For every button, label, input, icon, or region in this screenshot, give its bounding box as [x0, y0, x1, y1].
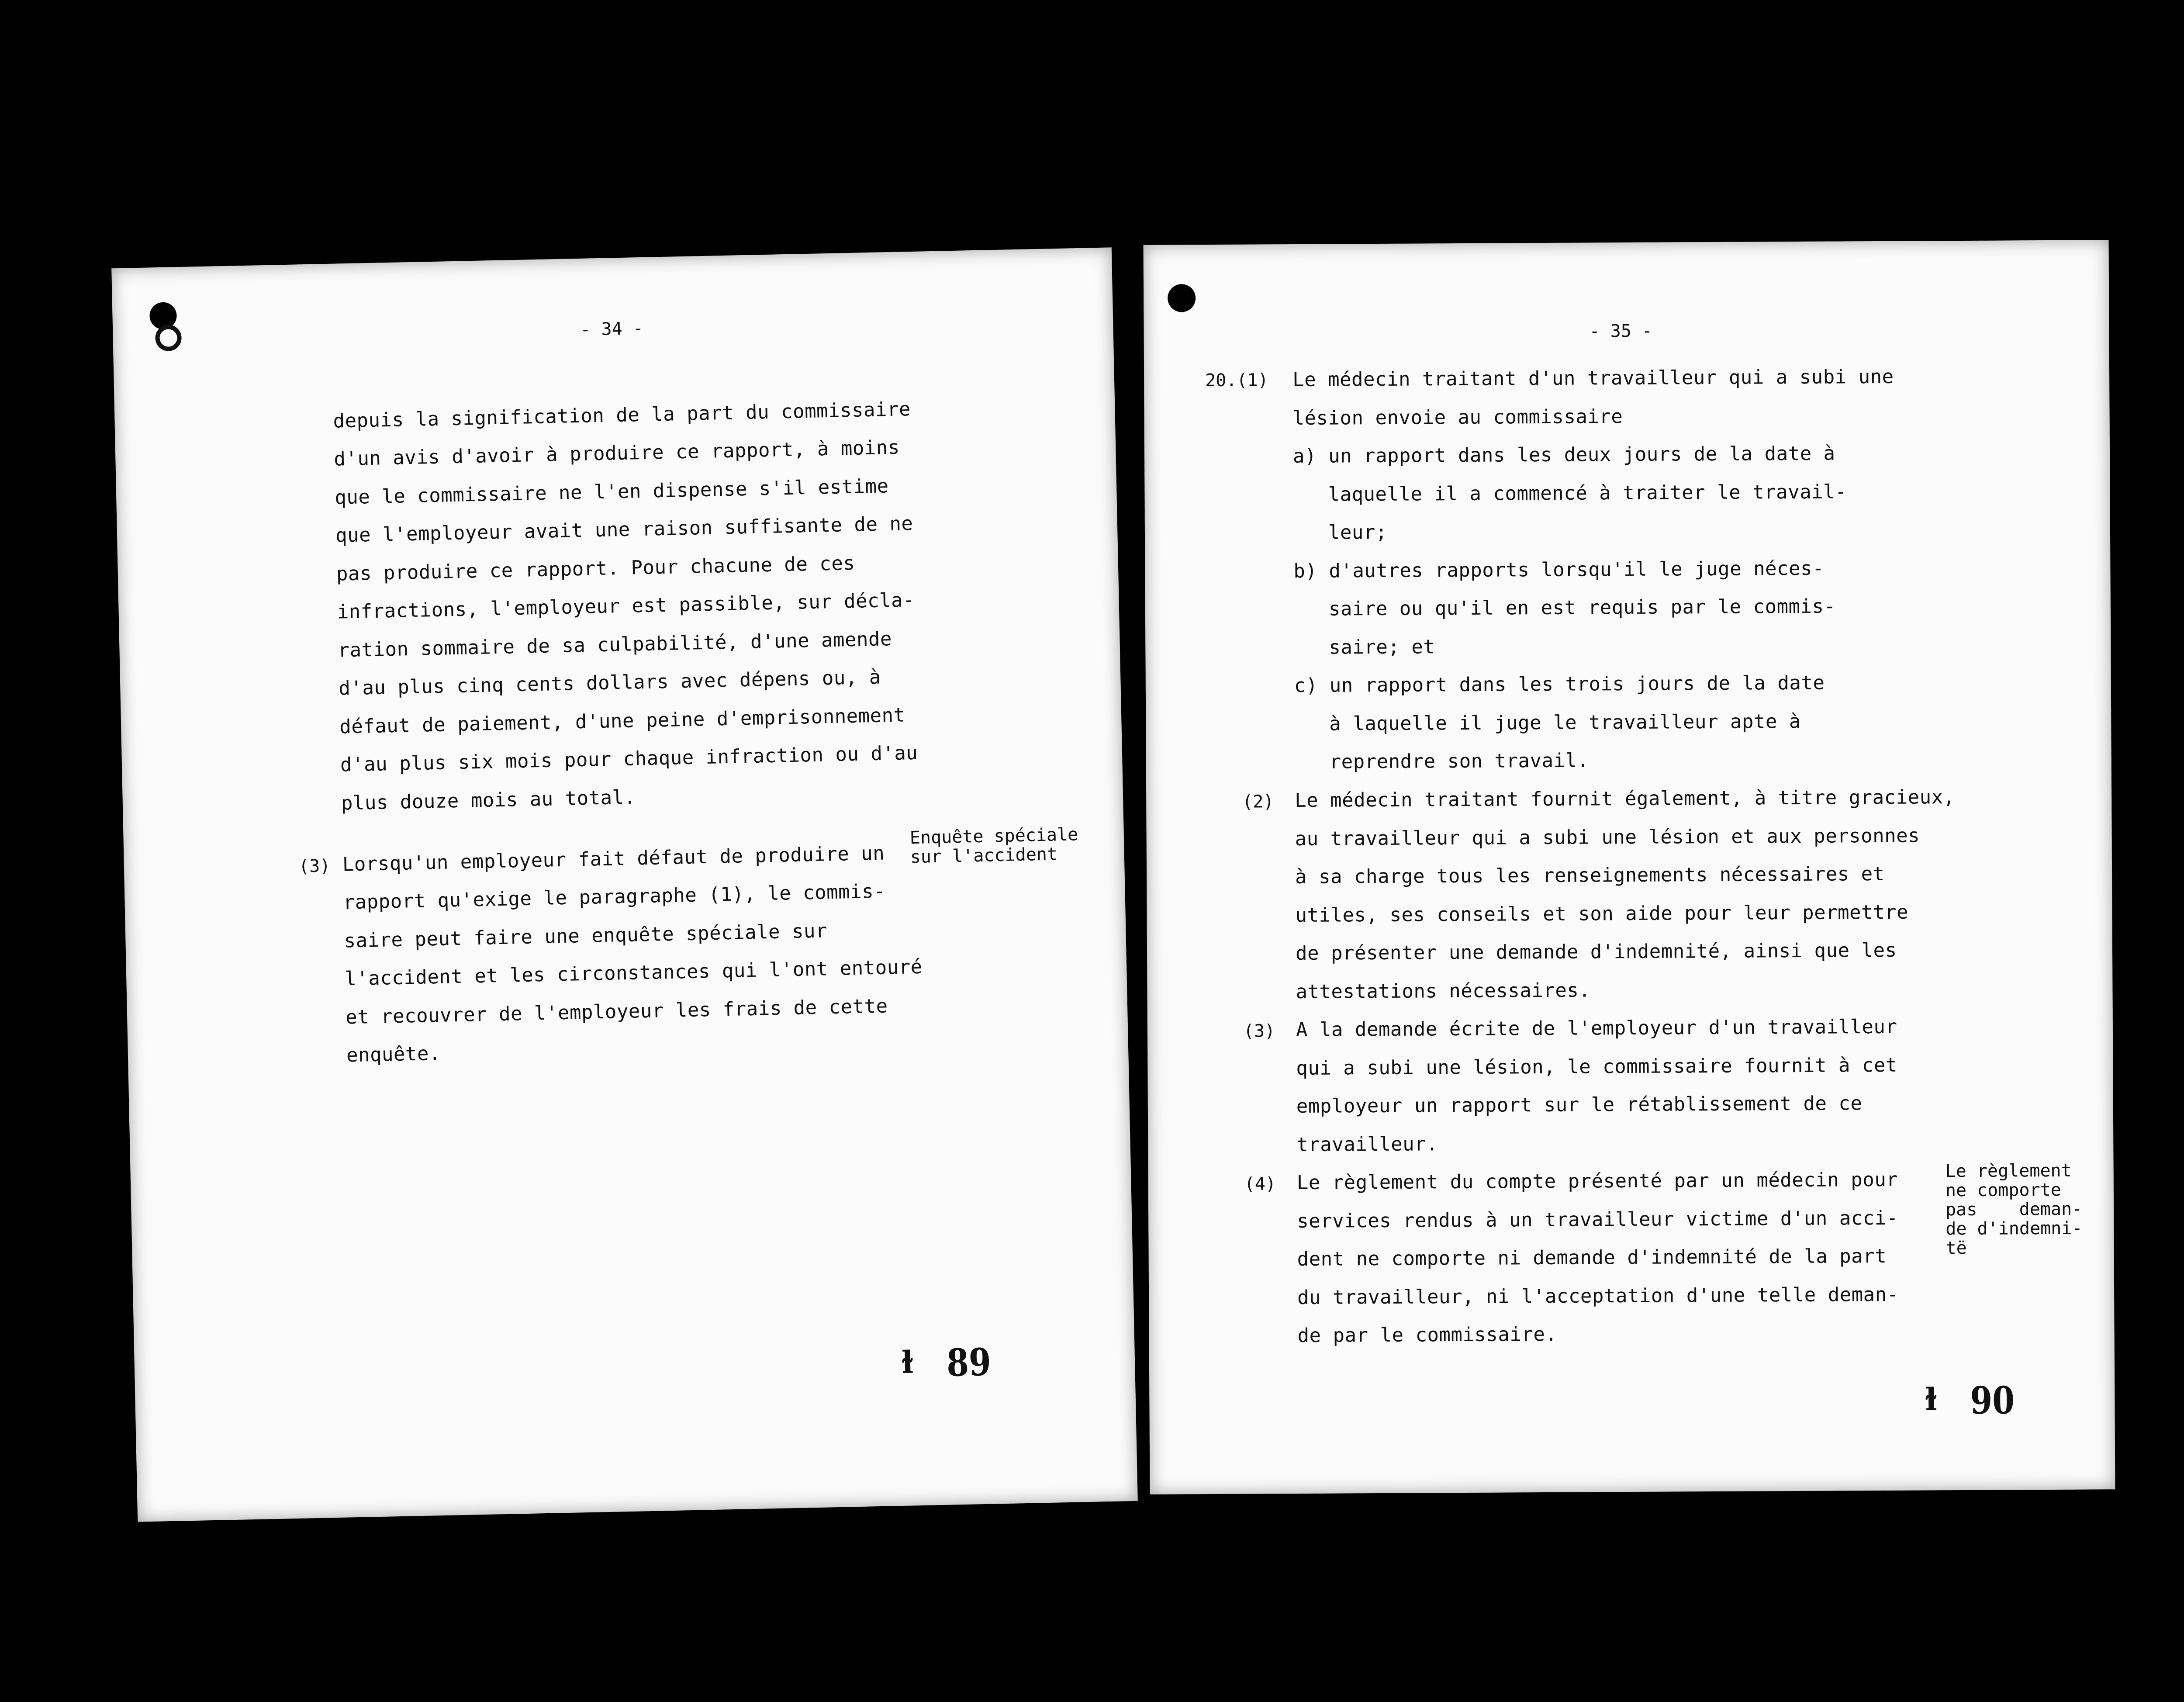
text-line: employeur un rapport sur le rétablissement de ce: [1296, 1092, 1863, 1117]
text-line: Le médecin traitant fournit également, à titre gracieux,: [1295, 786, 1955, 812]
handwritten-mark: ɫ: [1925, 1381, 1938, 1418]
text-line: saire ou qu'il en est requis par le commis-: [1328, 595, 1836, 620]
text-line: laquelle il a commencé à traiter le travail-: [1328, 481, 1847, 506]
stamp-number: 89: [946, 1340, 992, 1385]
text-line: enquête.: [346, 1042, 441, 1067]
text-line: utiles, ses conseils et son aide pour leur permettre: [1295, 901, 1909, 927]
punch-hole-bottom: [155, 325, 182, 351]
text-line: attestations nécessaires.: [1296, 979, 1591, 1003]
text-line: lésion envoie au commissaire: [1292, 405, 1623, 430]
text-line: a) un rapport dans les deux jours de la date à: [1292, 442, 1835, 468]
document-page-left: [111, 247, 1138, 1522]
document-page-right: [1144, 240, 2115, 1494]
text-line: de par le commissaire.: [1297, 1323, 1557, 1347]
text-line: d'au plus cinq cents dollars avec dépens ou, à: [338, 666, 881, 700]
section-number: (2): [1242, 792, 1274, 812]
text-line: et recouvrer de l'employeur les frais de cette: [345, 995, 888, 1029]
text-line: b) d'autres rapports lorsqu'il le juge néces-: [1293, 557, 1825, 583]
text-line: pas produire ce rapport. Pour chacune de ces: [336, 552, 855, 585]
page-number: - 34 -: [580, 318, 644, 340]
margin-note: Enquête spéciale sur l'accident: [909, 824, 1078, 868]
text-line: c) un rapport dans les trois jours de la date: [1294, 671, 1825, 697]
text-line: depuis la signification de la part du commissaire: [333, 398, 911, 432]
stamp-number: 90: [1970, 1378, 2015, 1423]
page-number: - 35 -: [1589, 321, 1653, 342]
text-line: services rendus à un travailleur victime d'un acci-: [1297, 1207, 1898, 1232]
text-line: Lorsqu'un employeur fait défaut de produire un: [342, 842, 885, 876]
text-line: de présenter une demande d'indemnité, ainsi que les: [1295, 939, 1897, 965]
text-line: l'accident et les circonstances qui l'ont entouré: [344, 955, 923, 990]
text-line: à laquelle il juge le travailleur apte à: [1329, 710, 1801, 735]
text-line: plus douze mois au total.: [341, 786, 636, 815]
text-line: à sa charge tous les renseignements nécessaires et: [1295, 862, 1885, 889]
text-line: dent ne comporte ni demande d'indemnité de la part: [1297, 1245, 1887, 1270]
text-line: défaut de paiement, d'une peine d'emprisonnement: [339, 704, 906, 738]
text-line: que l'employeur avait une raison suffisante de ne: [335, 512, 913, 547]
text-line: que le commissaire ne l'en dispense s'il estime: [334, 475, 889, 509]
section-number: (3): [298, 856, 331, 877]
text-line: travailleur.: [1296, 1133, 1438, 1156]
text-line: du travailleur, ni l'acceptation d'une telle deman-: [1297, 1283, 1899, 1309]
section-number: 20.(1): [1205, 370, 1268, 391]
text-line: saire; et: [1329, 636, 1435, 659]
text-line: leur;: [1328, 521, 1388, 544]
text-line: A la demande écrite de l'employeur d'un travailleur: [1296, 1015, 1897, 1041]
text-line: Le médecin traitant d'un travailleur qui a subi une: [1292, 365, 1894, 391]
text-line: au travailleur qui a subi une lésion et aux personnes: [1295, 824, 1920, 851]
text-line: d'un avis d'avoir à produire ce rapport, à moins: [333, 436, 900, 470]
text-line: qui a subi une lésion, le commissaire fournit à cet: [1296, 1054, 1898, 1079]
margin-note: Le règlement ne comporte pas deman- de d'indemni- të: [1945, 1160, 2083, 1259]
punch-hole-top: [1168, 284, 1196, 312]
text-line: reprendre son travail.: [1329, 749, 1589, 773]
text-line: d'au plus six mois pour chaque infraction ou d'au: [340, 741, 918, 776]
handwritten-mark: ɫ: [901, 1344, 914, 1380]
section-number: (3): [1243, 1021, 1275, 1041]
text-line: rapport qu'exige le paragraphe (1), le commis-: [343, 880, 886, 914]
text-line: saire peut faire une enquête spéciale sur: [344, 920, 828, 952]
text-line: Le règlement du compte présenté par un médecin pour: [1296, 1168, 1898, 1194]
text-line: ration sommaire de sa culpabilité, d'une amende: [338, 628, 892, 662]
text-line: infractions, l'employeur est passible, sur décla-: [337, 588, 915, 623]
section-number: (4): [1244, 1174, 1276, 1194]
